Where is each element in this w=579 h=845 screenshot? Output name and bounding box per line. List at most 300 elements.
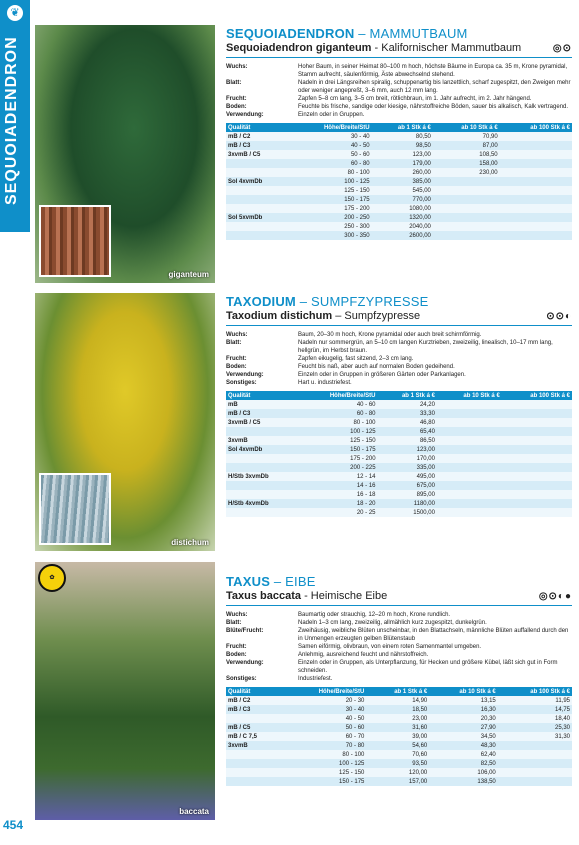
property-value: Baumartig oder strauchig, 12–20 m hoch, Krone rundlich. (298, 612, 451, 618)
table-row (226, 759, 572, 768)
property-row (226, 79, 572, 95)
table-cell: 98,50 (372, 141, 433, 150)
table-cell (502, 481, 572, 490)
table-row (226, 463, 572, 472)
table-cell (433, 195, 500, 204)
table-cell: 158,00 (433, 159, 500, 168)
table-cell: 3xvmB (226, 436, 298, 445)
photo-taxodium (35, 293, 215, 551)
table-row (226, 732, 572, 741)
column-header: Höhe/Breite/StU (298, 391, 378, 400)
table-cell (433, 186, 500, 195)
table-cell (502, 454, 572, 463)
table-cell (437, 490, 502, 499)
table-cell (226, 750, 282, 759)
table-cell: 200 - 250 (289, 213, 371, 222)
table-cell: Sol 4xvmDb (226, 445, 298, 454)
table-cell: 13,15 (429, 696, 498, 705)
table-cell: 31,60 (366, 723, 429, 732)
property-key: Verwendung: (226, 372, 264, 378)
property-key: Wuchs: (226, 332, 248, 338)
table-cell: 16 - 18 (298, 490, 378, 499)
climate-symbols-icon: ◎⊙ (552, 42, 572, 54)
bark-inset-photo (39, 473, 111, 545)
table-cell (226, 759, 282, 768)
column-header: Höhe/Breite/StU (282, 687, 366, 696)
table-row (226, 454, 572, 463)
table-cell (498, 759, 572, 768)
table-cell: 3xvmB / C5 (226, 418, 298, 427)
table-row (226, 427, 572, 436)
table-cell: 150 - 175 (289, 195, 371, 204)
column-header: ab 1 Stk á € (372, 123, 433, 132)
property-key: Blatt: (226, 620, 242, 626)
table-cell (437, 454, 502, 463)
property-value: Nadeln nur sommergrün, an 5–10 cm langen Kurztrieben, zweizeilig, linealisch, 10–17 mm lang, hellgrün, im Herbst braun. (298, 340, 553, 354)
table-cell (500, 159, 572, 168)
property-key: Blatt: (226, 340, 242, 346)
photo-caption: baccata (179, 807, 209, 816)
table-cell: 60 - 80 (298, 409, 378, 418)
table-row (226, 213, 572, 222)
table-cell: 18,40 (498, 714, 572, 723)
property-value: Zapfen eikugelig, fast sitzend, 2–3 cm lang. (298, 356, 414, 362)
table-cell: 25,30 (498, 723, 572, 732)
table-cell (500, 186, 572, 195)
table-row (226, 499, 572, 508)
table-cell: 895,00 (378, 490, 437, 499)
table-cell (500, 150, 572, 159)
property-key: Verwendung: (226, 112, 264, 118)
table-row (226, 150, 572, 159)
table-cell: 50 - 60 (282, 723, 366, 732)
property-key: Frucht: (226, 356, 247, 362)
table-cell: 100 - 125 (298, 427, 378, 436)
property-value: Hoher Baum, in seiner Heimat 80–100 m hoch, höchste Bäume in Europa ca. 35 m, Krone pyramidal, Stamm aufrecht, säulenförmig, Äste abwechselnd stehend. (298, 64, 568, 78)
property-row (226, 363, 572, 371)
column-header: ab 10 Stk á € (429, 687, 498, 696)
table-cell (437, 508, 502, 517)
table-cell: Sol 4xvmDb (226, 177, 289, 186)
property-value: Samen eiförmig, olivbraun, von einem roten Samenmantel umgeben. (298, 644, 482, 650)
table-cell: 157,00 (366, 777, 429, 786)
price-table (226, 687, 572, 786)
property-key: Frucht: (226, 96, 247, 102)
table-cell (433, 177, 500, 186)
table-cell (433, 204, 500, 213)
table-cell (226, 186, 289, 195)
table-row (226, 714, 572, 723)
table-cell: 300 - 350 (289, 231, 371, 240)
table-cell (226, 481, 298, 490)
table-cell: 230,00 (433, 168, 500, 177)
table-cell: 27,90 (429, 723, 498, 732)
table-row (226, 508, 572, 517)
table-row (226, 204, 572, 213)
table-row (226, 705, 572, 714)
climate-symbols-icon: ⊙⊙◐ (546, 310, 572, 322)
table-row (226, 132, 572, 141)
table-cell: 1180,00 (378, 499, 437, 508)
table-cell: 150 - 175 (282, 777, 366, 786)
table-cell (226, 463, 298, 472)
table-cell: 179,00 (372, 159, 433, 168)
property-key: Frucht: (226, 644, 247, 650)
climate-symbols-icon: ◎⊙◐● (538, 590, 572, 602)
table-cell: 123,00 (372, 150, 433, 159)
table-cell (437, 472, 502, 481)
property-row (226, 111, 572, 119)
table-row (226, 222, 572, 231)
table-cell: 65,40 (378, 427, 437, 436)
photo-caption: distichum (171, 538, 209, 547)
table-cell: 125 - 150 (282, 768, 366, 777)
table-cell (502, 409, 572, 418)
table-cell: 11,95 (498, 696, 572, 705)
photo-sequoiadendron (35, 25, 215, 283)
table-cell (500, 204, 572, 213)
table-cell: 138,50 (429, 777, 498, 786)
table-cell: Sol 5xvmDb (226, 213, 289, 222)
property-row (226, 379, 572, 387)
table-cell: mB / C 7,5 (226, 732, 282, 741)
table-cell (500, 195, 572, 204)
table-cell: 20,30 (429, 714, 498, 723)
property-row (226, 627, 572, 643)
table-cell: 770,00 (372, 195, 433, 204)
table-row (226, 159, 572, 168)
table-cell: 70,90 (433, 132, 500, 141)
property-value: Zweihäusig, weibliche Blüten unscheinbar, in den Blattachseln, männliche Blüten auffallend durch den in Unmengen erzeugten gelben Blütenstaub (298, 628, 569, 642)
table-row (226, 195, 572, 204)
table-row (226, 168, 572, 177)
property-value: Nadeln 1–3 cm lang, zweizeilig, allmählich kurz zugespitzt, dunkelgrün. (298, 620, 487, 626)
property-key: Wuchs: (226, 612, 248, 618)
section-subtitle: Taxus baccata - Heimische Eibe ◎⊙◐● (226, 590, 572, 602)
property-row (226, 103, 572, 111)
table-cell: 39,00 (366, 732, 429, 741)
table-row (226, 141, 572, 150)
table-cell (226, 222, 289, 231)
table-cell: 34,50 (429, 732, 498, 741)
property-key: Boden: (226, 652, 247, 658)
table-cell: 14 - 16 (298, 481, 378, 490)
table-cell: 33,30 (378, 409, 437, 418)
section-sequoiadendron (226, 26, 572, 240)
table-cell: 170,00 (378, 454, 437, 463)
table-cell: 1320,00 (372, 213, 433, 222)
table-cell: mB (226, 400, 298, 409)
table-cell: 100 - 125 (289, 177, 371, 186)
table-cell (502, 508, 572, 517)
table-cell: mB / C3 (226, 705, 282, 714)
table-cell: 545,00 (372, 186, 433, 195)
table-cell (437, 445, 502, 454)
table-cell (502, 499, 572, 508)
table-cell: mB / C5 (226, 723, 282, 732)
table-cell (498, 750, 572, 759)
property-key: Boden: (226, 364, 247, 370)
table-cell: 60 - 80 (289, 159, 371, 168)
table-cell (502, 400, 572, 409)
table-row (226, 231, 572, 240)
property-row (226, 675, 572, 683)
table-cell: 82,50 (429, 759, 498, 768)
property-key: Blüte/Frucht: (226, 628, 264, 634)
table-cell: mB / C2 (226, 132, 289, 141)
side-tab (0, 0, 30, 845)
property-value: Einzeln oder in Gruppen. (298, 112, 365, 118)
price-table (226, 123, 572, 240)
table-cell (437, 436, 502, 445)
section-title: TAXODIUM – SUMPFZYPRESSE (226, 294, 429, 309)
table-cell: 1080,00 (372, 204, 433, 213)
table-cell (437, 418, 502, 427)
table-cell: 20 - 25 (298, 508, 378, 517)
table-cell: 31,30 (498, 732, 572, 741)
table-cell: 385,00 (372, 177, 433, 186)
table-cell (500, 177, 572, 186)
property-row (226, 619, 572, 627)
table-cell (502, 418, 572, 427)
table-cell: 106,00 (429, 768, 498, 777)
table-cell: 260,00 (372, 168, 433, 177)
table-cell: 2600,00 (372, 231, 433, 240)
property-value: Industriefest. (298, 676, 333, 682)
property-row (226, 339, 572, 355)
photo-caption: giganteum (168, 270, 209, 279)
table-cell: mB / C3 (226, 141, 289, 150)
table-cell: 40 - 60 (298, 400, 378, 409)
table-cell: 123,00 (378, 445, 437, 454)
table-cell (437, 481, 502, 490)
table-cell (502, 490, 572, 499)
table-cell: 100 - 125 (282, 759, 366, 768)
table-cell: 54,60 (366, 741, 429, 750)
table-cell: 18 - 20 (298, 499, 378, 508)
page-number: 454 (3, 818, 24, 832)
table-cell: 93,50 (366, 759, 429, 768)
table-cell: H/Stb 3xvmDb (226, 472, 298, 481)
table-cell: 80 - 100 (289, 168, 371, 177)
table-cell (226, 427, 298, 436)
property-value: Zapfen 5–8 cm lang, 3–5 cm breit, rötlichbraun, im 1. Jahr aufrecht, im 2. Jahr hängend. (298, 96, 532, 102)
property-value: Anlehmig, ausreichend feucht und nährstoffreich. (298, 652, 429, 658)
property-row (226, 371, 572, 379)
table-cell: 2040,00 (372, 222, 433, 231)
table-row (226, 696, 572, 705)
table-row (226, 481, 572, 490)
table-cell: 1500,00 (378, 508, 437, 517)
table-cell: 23,00 (366, 714, 429, 723)
table-cell: 62,40 (429, 750, 498, 759)
table-cell: 80 - 100 (282, 750, 366, 759)
property-row (226, 95, 572, 103)
table-row (226, 400, 572, 409)
table-cell (502, 472, 572, 481)
table-cell (500, 213, 572, 222)
property-row (226, 611, 572, 619)
column-header: Qualität (226, 391, 298, 400)
table-cell (502, 445, 572, 454)
table-cell: 40 - 50 (282, 714, 366, 723)
property-row (226, 63, 572, 79)
section-title: TAXUS – EIBE (226, 574, 316, 589)
table-cell: 120,00 (366, 768, 429, 777)
table-cell (502, 463, 572, 472)
table-cell (437, 400, 502, 409)
table-cell: 24,20 (378, 400, 437, 409)
table-cell (226, 204, 289, 213)
table-row (226, 472, 572, 481)
column-header: ab 100 Stk á € (500, 123, 572, 132)
table-row (226, 409, 572, 418)
table-cell (500, 141, 572, 150)
table-cell: 80,50 (372, 132, 433, 141)
table-cell: 70,60 (366, 750, 429, 759)
property-row (226, 643, 572, 651)
property-row (226, 659, 572, 675)
column-header: ab 100 Stk á € (498, 687, 572, 696)
column-header: ab 1 Stk á € (378, 391, 437, 400)
table-cell: 14,75 (498, 705, 572, 714)
table-row (226, 777, 572, 786)
section-taxodium (226, 294, 572, 517)
table-cell: 495,00 (378, 472, 437, 481)
table-cell (437, 409, 502, 418)
table-cell (437, 427, 502, 436)
table-cell (502, 436, 572, 445)
table-cell: 175 - 200 (289, 204, 371, 213)
column-header: Höhe/Breite/StU (289, 123, 371, 132)
table-cell (226, 168, 289, 177)
price-table (226, 391, 572, 517)
table-cell (500, 168, 572, 177)
property-row (226, 355, 572, 363)
property-value: Hart u. industriefest. (298, 380, 352, 386)
table-cell: 18,50 (366, 705, 429, 714)
table-cell (226, 777, 282, 786)
table-row (226, 741, 572, 750)
table-row (226, 418, 572, 427)
table-cell: 70 - 80 (282, 741, 366, 750)
table-cell (437, 463, 502, 472)
table-cell: 335,00 (378, 463, 437, 472)
table-cell (500, 231, 572, 240)
side-label: SEQUOIADENDRON (3, 36, 20, 205)
table-cell: 150 - 175 (298, 445, 378, 454)
table-cell: 30 - 40 (289, 132, 371, 141)
table-cell: 60 - 70 (282, 732, 366, 741)
table-cell (226, 508, 298, 517)
table-cell: 175 - 200 (298, 454, 378, 463)
table-cell (498, 777, 572, 786)
table-cell: 125 - 150 (298, 436, 378, 445)
table-cell (226, 490, 298, 499)
table-cell (433, 222, 500, 231)
table-cell: 675,00 (378, 481, 437, 490)
table-cell: 3xvmB / C5 (226, 150, 289, 159)
table-cell (433, 213, 500, 222)
property-key: Wuchs: (226, 64, 248, 70)
section-subtitle: Taxodium distichum – Sumpfzypresse ⊙⊙◐ (226, 310, 572, 322)
column-header: Qualität (226, 123, 289, 132)
table-cell (498, 741, 572, 750)
table-cell: H/Stb 4xvmDb (226, 499, 298, 508)
column-header: ab 10 Stk á € (437, 391, 502, 400)
table-cell: 30 - 40 (282, 705, 366, 714)
table-cell: 108,50 (433, 150, 500, 159)
property-key: Boden: (226, 104, 247, 110)
table-cell (226, 195, 289, 204)
column-header: ab 10 Stk á € (433, 123, 500, 132)
table-cell: 40 - 50 (289, 141, 371, 150)
property-row (226, 651, 572, 659)
table-cell: 250 - 300 (289, 222, 371, 231)
table-cell: 3xvmB (226, 741, 282, 750)
property-value: Baum, 20–30 m hoch, Krone pyramidal oder auch breit schirmförmig. (298, 332, 482, 338)
property-value: Nadeln in drei Längsreihen spiralig, schuppenartig bis lanzettlich, scharf zugespitzt, den Zweigen mehr oder weniger angepreßt, 3–6 mm, auch 12 mm lang. (298, 80, 571, 94)
property-key: Verwendung: (226, 660, 264, 666)
table-row (226, 436, 572, 445)
table-cell (500, 222, 572, 231)
table-cell (226, 231, 289, 240)
table-row (226, 490, 572, 499)
table-cell (226, 768, 282, 777)
table-cell: 46,80 (378, 418, 437, 427)
table-cell: 86,50 (378, 436, 437, 445)
table-cell: 80 - 100 (298, 418, 378, 427)
property-key: Sonstiges: (226, 380, 257, 386)
table-cell: mB / C3 (226, 409, 298, 418)
table-row (226, 768, 572, 777)
award-badge-icon: ✿ (38, 564, 66, 592)
table-cell: 14,90 (366, 696, 429, 705)
table-cell: 20 - 30 (282, 696, 366, 705)
table-cell (226, 454, 298, 463)
properties-list (226, 63, 572, 119)
property-key: Blatt: (226, 80, 242, 86)
table-cell: 125 - 150 (289, 186, 371, 195)
properties-list (226, 611, 572, 683)
table-cell: mB / C2 (226, 696, 282, 705)
side-tab-header (0, 0, 30, 232)
property-value: Einzeln oder in Gruppen, als Unterpflanzung, für Hecken und größere Kübel, läßt sich gut in Form schneiden. (298, 660, 558, 674)
property-key: Sonstiges: (226, 676, 257, 682)
table-cell: 48,30 (429, 741, 498, 750)
column-header: ab 100 Stk á € (502, 391, 572, 400)
table-row (226, 186, 572, 195)
bark-inset-photo (39, 205, 111, 277)
table-cell: 12 - 14 (298, 472, 378, 481)
table-row (226, 177, 572, 186)
section-title: SEQUOIADENDRON – MAMMUTBAUM (226, 26, 468, 41)
column-header: Qualität (226, 687, 282, 696)
table-row (226, 723, 572, 732)
column-header: ab 1 Stk á € (366, 687, 429, 696)
table-cell: 16,30 (429, 705, 498, 714)
section-taxus (226, 574, 572, 786)
table-cell: 200 - 225 (298, 463, 378, 472)
properties-list (226, 331, 572, 387)
table-cell: 50 - 60 (289, 150, 371, 159)
table-cell (226, 714, 282, 723)
table-cell (433, 231, 500, 240)
property-value: Feucht bis naß, aber auch auf normalen Boden gedeihend. (298, 364, 455, 370)
table-cell (437, 499, 502, 508)
table-cell (502, 427, 572, 436)
table-row (226, 445, 572, 454)
